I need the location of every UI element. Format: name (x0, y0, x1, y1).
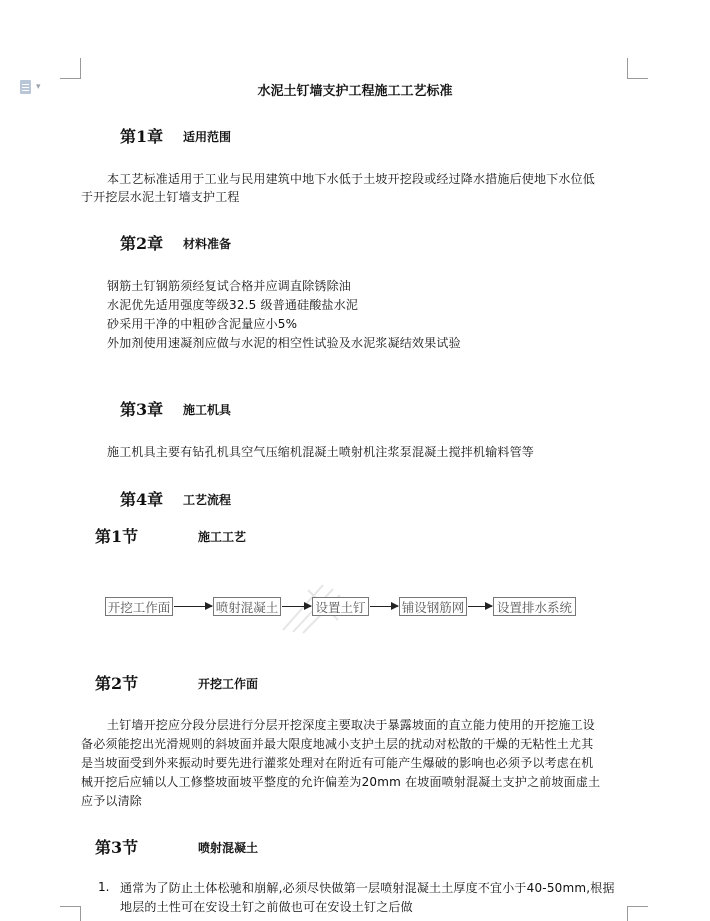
list-item: 砂采用干净的中粗砂含泥量应小5% (107, 317, 298, 331)
paragraph-line: 械开挖后应辅以人工修整坡面坡平整度的允许偏差为20mm 在坡面喷射混凝土支护之前坡面虚土 (81, 775, 601, 789)
document-title: 水泥土钉墙支护工程施工工艺标准 (257, 84, 453, 99)
section-number: 第1节 (95, 527, 139, 546)
paragraph-line: 应予以清除 (81, 794, 143, 808)
corner-mark-top-left (60, 58, 81, 79)
flow-step-box: 设置土钉 (312, 597, 369, 616)
list-item: 钢筋土钉钢筋须经复试合格并应调直除锈除油 (107, 279, 352, 293)
paragraph-line: 是当坡面受到外来振动时要先进行灌浆处理对在附近有可能产生爆破的影响也必须予以考虑在机 (81, 756, 594, 770)
corner-mark-bottom-left (60, 906, 81, 921)
flow-arrow-icon (468, 606, 492, 607)
paragraph-line: 土钉墙开挖应分段分层进行分层开挖深度主要取决于暴露坡面的直立能力使用的开挖施工设 (107, 718, 596, 732)
list-item-line: 通常为了防止土体松驰和崩解,必须尽快做第一层喷射混凝土土厚度不宜小于40-50mm,根据 (120, 881, 615, 895)
chapter-title: 适用范围 (183, 130, 232, 144)
list-item: 外加剂使用速凝剂应做与水泥的相空性试验及水泥浆凝结效果试验 (107, 336, 461, 350)
chapter-title: 工艺流程 (183, 493, 232, 507)
chapter-heading (120, 124, 163, 147)
section-number: 第2节 (95, 674, 139, 693)
section-title: 喷射混凝土 (198, 841, 259, 855)
chapter-number: 第1章 (120, 127, 164, 146)
paragraph-line: 备必须能挖出光滑规则的斜坡面并最大限度地减小支护土层的扰动对松散的干燥的无粘性土尤其 (81, 737, 594, 751)
list-item-line: 地层的土性可在安设土钉之前做也可在安设土钉之后做 (120, 900, 413, 914)
section-title: 施工工艺 (198, 530, 247, 544)
flow-step-box: 设置排水系统 (493, 597, 576, 616)
chapter-number: 第2章 (120, 234, 164, 253)
corner-mark-top-right (627, 58, 648, 79)
flow-step-box: 开挖工作面 (105, 597, 173, 616)
section-title: 开挖工作面 (198, 677, 259, 691)
flow-step-box: 铺设钢筋网 (399, 597, 467, 616)
paragraph-line: 本工艺标准适用于工业与民用建筑中地下水低于土坡开挖段或经过降水措施后使地下水位低 (107, 172, 596, 186)
paragraph-line: 于开挖层水泥土钉墙支护工程 (81, 190, 240, 204)
paragraph-line: 施工机具主要有钻孔机具空气压缩机混凝土喷射机注浆泵混凝土搅拌机输料管等 (107, 445, 535, 459)
list-number: 1. (98, 880, 110, 894)
flow-step-box: 喷射混凝土 (213, 597, 281, 616)
chapter-number: 第4章 (120, 490, 164, 509)
chapter-number: 第3章 (120, 400, 164, 419)
section-number: 第3节 (95, 838, 139, 857)
list-item: 水泥优先适用强度等级32.5 级普通硅酸盐水泥 (107, 298, 359, 312)
flow-arrow-icon (174, 606, 212, 607)
flow-arrow-icon (370, 606, 398, 607)
chevron-down-icon[interactable]: ▾ (36, 82, 41, 92)
corner-mark-bottom-right (627, 906, 648, 921)
chapter-title: 材料准备 (183, 237, 232, 251)
chapter-title: 施工机具 (183, 403, 232, 417)
flow-arrow-icon (282, 606, 311, 607)
